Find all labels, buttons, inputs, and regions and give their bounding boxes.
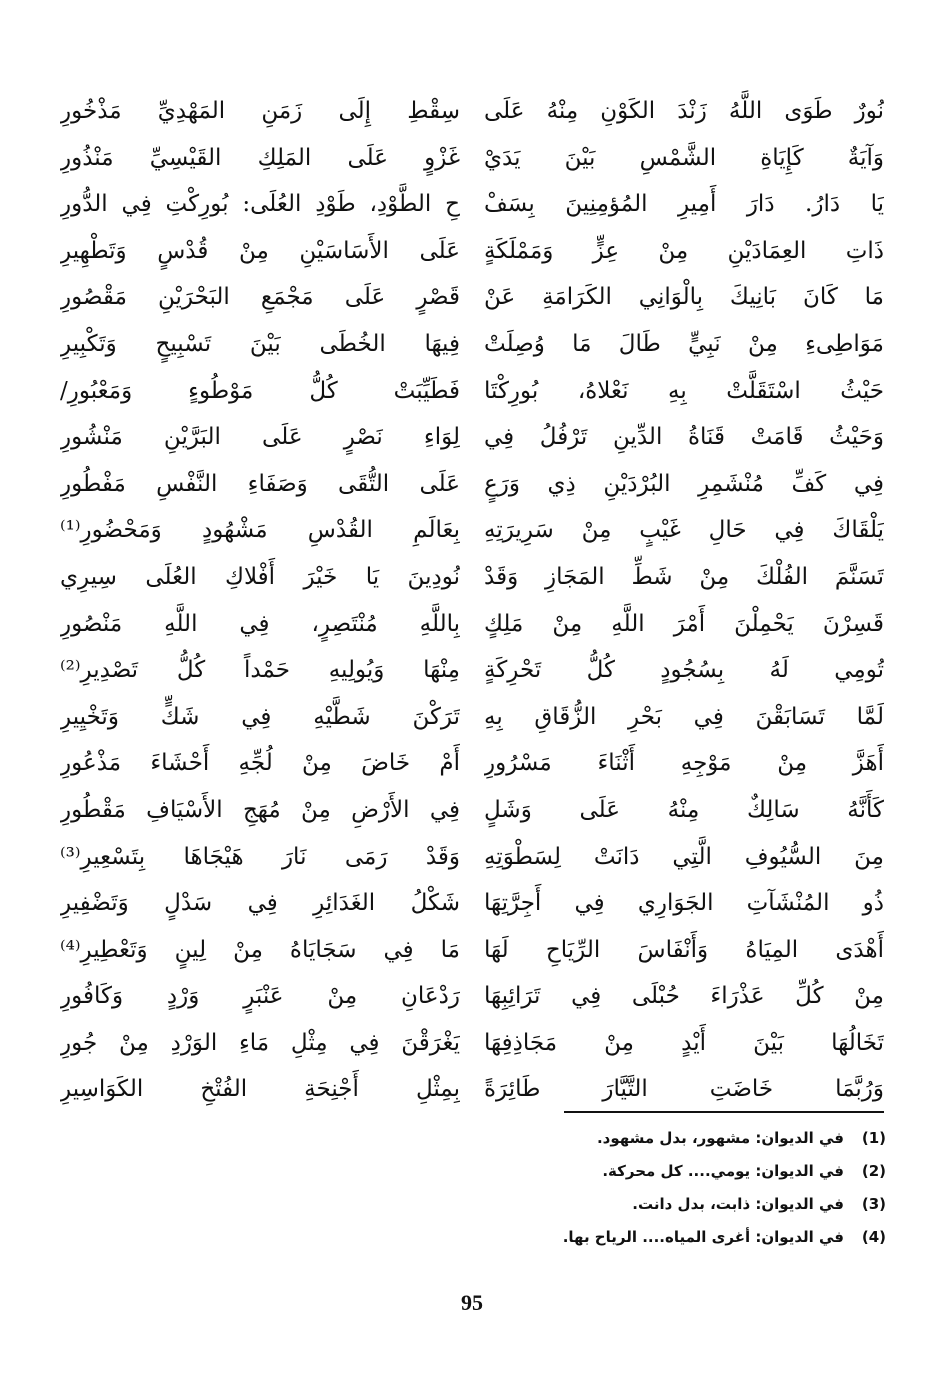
verse-second-hemistich-17: وَقَدْ رَمَى نَارَ هَيْجَاهَا بِتَسْعِيرِ⁽³⁾: [60, 843, 460, 870]
footnote-1: [466, 1122, 886, 1155]
verse-second-hemistich-21: يَغْرَقْنَ فِي مِثْلِ مَاءِ الوَرْدِ مِنْ جُورِ: [60, 1029, 460, 1056]
footnote-3: [466, 1188, 886, 1221]
verse-second-hemistich-1: سِقْطِ إِلَى زَمَنِ المَهْدِيِّ مَذْخُورِ: [60, 98, 460, 124]
verse-second-hemistich-15: أَمْ خَاضَ مِنْ لُجِّهِ أَحْشَاءَ مَذْعُورِ: [60, 750, 460, 777]
verse-second-hemistich-20: رَدْعَانِ مِنْ عَنْبَرٍ وَرْدٍ وَكَافُورِ: [60, 983, 460, 1010]
page-number: 95: [461, 1290, 483, 1315]
verse-second-hemistich-8: لِوَاءِ نَصْرٍ عَلَى البَرَّيْنِ مَنْشُورِ: [60, 424, 460, 451]
footnote-number: (4): [861, 1228, 886, 1246]
verse-first-hemistich-4: ذَاتِ العِمَادَيْنِ مِنْ عِزٍّ وَمَمْلَكَةٍ: [484, 237, 884, 264]
verse-first-hemistich-7: حَيْثُ اسْتَقَلَّتْ بِهِ نَعْلاهُ، بُورِكْتَا: [484, 377, 884, 404]
poem-right-column: [484, 88, 884, 1113]
footnote-number: (1): [861, 1129, 886, 1147]
footnote-2: [466, 1155, 886, 1188]
verse-first-hemistich-18: ذُو المُنْشَآتِ الجَوَارِي فِي أَجِرَّتِهَا: [484, 890, 884, 917]
verse-second-hemistich-4: عَلَى الأَسَاسَيْنِ مِنْ قُدْسٍ وَتَطْهِيرِ: [60, 237, 460, 264]
verse-second-hemistich-14: تَرَكْنَ شَطَّيْهِ فِي شَكٍّ وَتَخْيِيرِ: [60, 703, 460, 730]
verse-second-hemistich-9: عَلَى التُّقَى وَصَفَاءِ النَّفْسِ مَفْطُورِ: [60, 470, 460, 497]
verse-first-hemistich-1: نُورٌ طَوَى اللَّهُ زَنْدَ الكَوْنِ مِنْهُ عَلَى: [484, 98, 884, 124]
verse-first-hemistich-22: وَرُبَّمَا خَاضَتِ التَّيَّارَ طَائِرَةً: [484, 1076, 884, 1103]
verse-first-hemistich-20: مِنْ كُلِّ عَذْرَاءَ حُبْلَى فِي تَرَائِبِهَا: [484, 983, 884, 1010]
verse-first-hemistich-6: مَوَاطِىءِ مِنْ نَبِيٍّ طَالَ مَا وُصِلَتْ: [484, 330, 884, 357]
verse-second-hemistich-18: شَكْلُ الغَدَائِرِ فِي سَدْلٍ وَتَضْفِيرِ: [60, 890, 460, 917]
verse-first-hemistich-2: وَآيَةٌ كَإِيَاةِ الشَّمْسِ بَيْنَ يَدَيْ: [484, 144, 884, 171]
poem-left-column: [60, 88, 460, 1113]
verse-first-hemistich-16: كَأَنَّهُ سَالِكٌ مِنْهُ عَلَى وَشَلٍ: [484, 796, 884, 823]
verse-second-hemistich-2: غَزْوٍ عَلَى المَلِكِ القَيْسِيِّ مَنْذُورِ: [60, 144, 460, 171]
footnote-4: [466, 1221, 886, 1254]
verse-second-hemistich-10: بِعَالَمِ القُدْسِ مَشْهُودٍ وَمَحْضُورِ⁽¹⁾: [60, 517, 460, 544]
verse-second-hemistich-5: قَصْرٍ عَلَى مَجْمَعِ البَحْرَيْنِ مَقْصُورِ: [60, 284, 460, 311]
verse-first-hemistich-14: لَمَّا تَسَابَقْنَ فِي بَحْرِ الزُّقَاقِ بِهِ: [484, 703, 884, 730]
verse-first-hemistich-12: قَسِرْنَ يَحْمِلْنَ أَمْرَ اللَّهِ مِنْ مَلِكٍ: [484, 610, 884, 637]
verse-second-hemistich-7: فَطَيِّبَتْ كُلُّ مَوْطُوءٍ وَمَعْبُورِ/: [60, 377, 460, 404]
verse-first-hemistich-10: يَلْقَاكَ فِي حَالِ غَيْبٍ مِنْ سَرِيرَتِهِ: [484, 517, 884, 544]
footnotes: [466, 1122, 886, 1254]
verse-first-hemistich-21: تَخَالُهَا بَيْنَ أَيْدٍ مِنْ مَجَاذِفِهَا: [484, 1029, 884, 1056]
verse-first-hemistich-19: أَهْدَى المِيَاهُ وَأَنْفَاسَ الرِّيَاحِ لَهَا: [484, 936, 884, 963]
verse-second-hemistich-22: بِمِثْلِ أَجْنِحَةِ الفُتْخِ الكَوَاسِيرِ: [60, 1076, 460, 1103]
footnote-number: (2): [861, 1162, 886, 1180]
verse-first-hemistich-17: مِنَ السُّيُوفِ الَّتِي دَانَتْ لِسَطْوَتِهِ: [484, 843, 884, 870]
footnote-text: في الديوان: ذابت، بدل دانت.: [632, 1195, 844, 1213]
verse-first-hemistich-9: فِي كَفِّ مُنْشَمِرِ البُرْدَيْنِ ذِي وَرَعٍ: [484, 470, 884, 497]
footnote-separator: [564, 1111, 884, 1113]
footnote-number: (3): [861, 1195, 886, 1213]
footnote-text: في الديوان: يومي.... كل محركة.: [602, 1162, 844, 1180]
verse-second-hemistich-6: فِيهَا الخُطَى بَيْنَ تَسْبِيحٍ وَتَكْبِيرِ: [60, 330, 460, 357]
verse-second-hemistich-12: بِاللَّهِ مُنْتَصِرٍ، فِي اللَّهِ مَنْصُورِ: [60, 610, 460, 637]
verse-first-hemistich-8: وَحَيْثُ قَامَتْ قَنَاةُ الدِّينِ تَرْفُلُ فِي: [484, 424, 884, 451]
verse-first-hemistich-15: أَهَزَّ مِنْ مَوْجِهِ أَثْنَاءَ مَسْرُورِ: [484, 750, 884, 777]
verse-second-hemistich-13: مِنْهَا وَيُولِيهِ حَمْداً كُلُّ تَصْدِيرِ⁽²⁾: [60, 657, 460, 684]
verse-second-hemistich-19: مَا فِي سَجَايَاهُ مِنْ لِينٍ وَتَعْطِيرِ⁽⁴⁾: [60, 936, 460, 963]
footnote-text: في الديوان: مشهور، بدل مشهود.: [596, 1129, 844, 1147]
footnote-text: في الديوان: أغرى المياه.... الرياح بها.: [562, 1228, 844, 1246]
verse-second-hemistich-11: نُودِينَ يَا خَيْرَ أَفْلاكِ العُلَى سِيرِي: [60, 563, 460, 590]
poem-body: [60, 88, 884, 1113]
verse-second-hemistich-3: حِ الطَّوْدِ، طَوْدِ العُلَى: بُورِكْتِ فِي الدُّورِ: [60, 191, 460, 218]
verse-first-hemistich-13: تُومِي لَهُ بِسُجُودٍ كُلُّ تَحْرِكَةٍ: [484, 657, 884, 684]
verse-first-hemistich-11: تَسَنَّمَ الفُلْكَ مِنْ شَطِّ المَجَازِ وَقَدْ: [484, 563, 884, 590]
verse-second-hemistich-16: فِي الأَرْضِ مِنْ مُهَجِ الأَسْيَافِ مَقْطُورِ: [60, 796, 460, 823]
verse-first-hemistich-5: مَا كَانَ بَانِيكَ بِالْوَانِي الكَرَامَةِ عَنْ: [484, 284, 884, 311]
verse-first-hemistich-3: يَا دَارُ. دَارَ أَمِيرِ المُؤمِنِينَ بِسَفْ: [484, 191, 884, 218]
